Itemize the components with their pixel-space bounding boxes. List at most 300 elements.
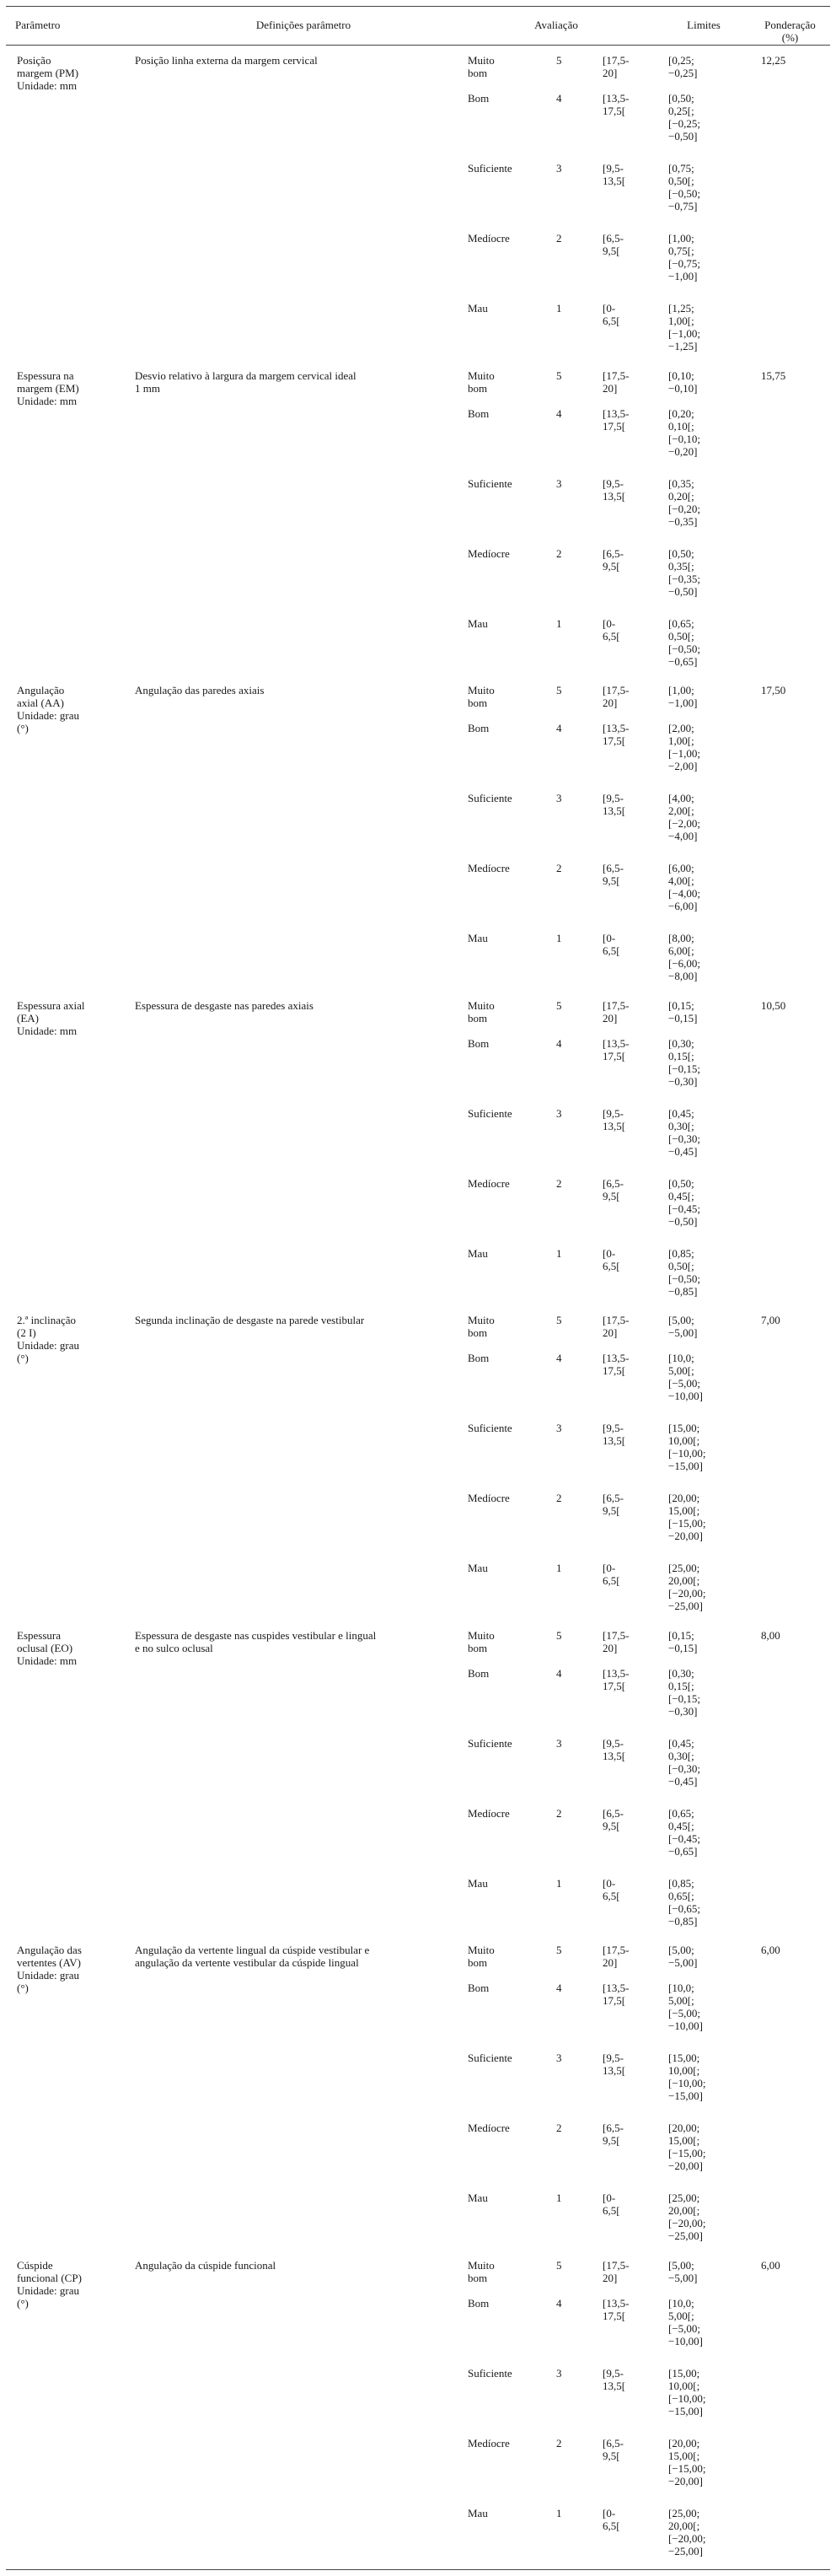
parameter-name-line: Unidade: mm [17, 1654, 78, 1667]
rating-limits [668, 2191, 706, 2242]
rating-score: 5 [556, 999, 562, 1012]
parameter-definition-line: e no sulco oclusal [135, 1642, 213, 1654]
rating-limits-line: −20,00] [668, 2475, 703, 2487]
rating-range-line: [0- [603, 2191, 616, 2204]
parameter-definition [135, 1629, 376, 1654]
rating-limits-line: 0,50[; [668, 1260, 694, 1272]
rating-label-line: bom [468, 382, 488, 395]
rating-label-line: Medíocre [468, 1177, 510, 1190]
parameter-definition-line: Angulação da cúspide funcional [135, 2259, 276, 2272]
rating-range [603, 477, 625, 503]
parameter-definition [135, 999, 314, 1012]
rating-label [468, 2191, 488, 2204]
rating-score: 3 [556, 792, 562, 804]
rating-limits-line: −15,00] [668, 2089, 703, 2102]
rating-score: 1 [556, 1247, 562, 1260]
rating-label-line: Medíocre [468, 2437, 510, 2450]
rating-limits-line: [−20,00; [668, 2217, 706, 2229]
rating-limits-line: [5,00; [668, 1944, 694, 1956]
rating-range-line: [17,5- [603, 999, 630, 1012]
rating-limits [668, 54, 697, 79]
rating-limits-line: −0,65] [668, 655, 698, 668]
rating-range [603, 2122, 624, 2147]
rating-range-line: [17,5- [603, 2259, 630, 2272]
rating-label-line: Mau [468, 617, 488, 630]
parameter-name-line: Angulação das [17, 1944, 82, 1956]
rating-range [603, 999, 629, 1024]
rating-limits-line: −0,50] [668, 130, 698, 143]
rating-label [468, 1562, 488, 1574]
rating-limits-line: [0,50; [668, 1177, 694, 1190]
rating-label-line: Medíocre [468, 2122, 510, 2134]
rating-limits-line: −25,00] [668, 2545, 703, 2557]
rating-range [603, 862, 624, 887]
rating-label-line: Suficiente [468, 1107, 512, 1120]
rating-range-line: 6,5[ [603, 2520, 620, 2532]
rating-label-line: Suficiente [468, 792, 512, 804]
rating-limits-line: [5,00; [668, 1314, 694, 1326]
rating-limits [668, 407, 700, 458]
rating-limits [668, 684, 697, 709]
rating-label-line: Bom [468, 2297, 490, 2310]
rating-label [468, 232, 510, 245]
rating-limits-line: [−15,00; [668, 2147, 706, 2159]
rating-range-line: [9,5- [603, 2367, 624, 2380]
rating-limits-line: [−0,30; [668, 1762, 701, 1775]
rating-limits [668, 1562, 706, 1612]
parameter-name-line: 2.ª inclinação [17, 1314, 77, 1326]
rating-range-line: [17,5- [603, 54, 630, 67]
rating-range [603, 407, 629, 433]
rating-limits-line: [−20,00; [668, 2532, 706, 2545]
rating-range [603, 722, 629, 747]
rating-limits-line: [−0,15; [668, 1692, 701, 1705]
rating-limits-line: 0,50[; [668, 175, 694, 187]
rating-label [468, 302, 488, 315]
rating-label [468, 369, 495, 395]
rating-label [468, 1492, 510, 1504]
rating-range-line: [13,5- [603, 407, 630, 420]
parameter-weight: 10,50 [761, 999, 786, 1012]
rating-limits-line: [−0,25; [668, 117, 701, 130]
rating-label-line: Muito [468, 1629, 495, 1642]
rating-limits-line: −0,75] [668, 200, 698, 212]
rating-limits-line: 20,00[; [668, 1574, 700, 1587]
rating-label-line: Bom [468, 1982, 490, 1994]
rating-label-line: Bom [468, 1667, 490, 1680]
rating-label [468, 1177, 510, 1190]
rating-range-line: [9,5- [603, 1107, 624, 1120]
rating-range-line: 6,5[ [603, 1890, 620, 1902]
rating-label-line: Muito [468, 2259, 495, 2272]
rating-score: 1 [556, 302, 562, 315]
rating-limits-line: −15,00] [668, 2405, 703, 2417]
parameter-definition-line: 1 mm [135, 382, 160, 395]
rating-range-line: 20] [603, 67, 618, 79]
rating-limits-line: −25,00] [668, 2229, 703, 2242]
rating-range [603, 684, 629, 709]
rating-score: 3 [556, 2367, 562, 2380]
parameter-name-line: Posição [17, 54, 51, 67]
rating-limits [668, 2507, 706, 2557]
rating-limits-line: [−6,00; [668, 957, 701, 970]
rating-limits [668, 369, 697, 395]
rating-label-line: bom [468, 1012, 488, 1024]
rating-range-line: [13,5- [603, 1037, 630, 1050]
parameter-name-line: (°) [17, 722, 29, 734]
header-limites: Limites [687, 19, 721, 31]
rating-range-line: [13,5- [603, 92, 630, 105]
rating-score: 3 [556, 1422, 562, 1434]
rating-range-line: [6,5- [603, 862, 624, 874]
rating-score: 2 [556, 1807, 562, 1820]
rating-label-line: Medíocre [468, 547, 510, 560]
rating-limits-line: 20,00[; [668, 2204, 700, 2217]
rating-limits-line: [−1,00; [668, 747, 701, 760]
parameter-name-line: Angulação [17, 684, 65, 696]
rating-limits-line: 20,00[; [668, 2520, 700, 2532]
rating-label [468, 1877, 488, 1890]
rating-score: 1 [556, 1877, 562, 1890]
rating-range-line: 17,5[ [603, 1994, 626, 2007]
rating-range [603, 232, 624, 257]
parameter-definition-line: Angulação das paredes axiais [135, 684, 265, 696]
rating-range-line: 20] [603, 382, 618, 395]
rating-label [468, 862, 510, 874]
rating-range-line: [17,5- [603, 1314, 630, 1326]
rating-range-line: 6,5[ [603, 944, 620, 957]
rating-range-line: [0- [603, 1247, 616, 1260]
rating-range [603, 2052, 625, 2077]
rating-limits-line: [−0,20; [668, 503, 701, 515]
rating-range [603, 92, 629, 117]
rating-label-line: Mau [468, 1877, 488, 1890]
rating-label-line: Muito [468, 684, 495, 696]
rating-score: 4 [556, 2297, 562, 2310]
rating-limits [668, 1629, 697, 1654]
rating-label [468, 1982, 489, 1994]
parameter-weight: 15,75 [761, 369, 786, 382]
rating-limits-line: [−10,00; [668, 2077, 706, 2089]
rating-range [603, 1667, 629, 1692]
rating-limits-line: −0,25] [668, 67, 698, 79]
rating-limits-line: 10,00[; [668, 2064, 700, 2077]
rating-label-line: Mau [468, 2507, 488, 2520]
rating-limits-line: 0,15[; [668, 1680, 694, 1692]
rating-limits-line: −0,45] [668, 1145, 698, 1158]
rating-limits-line: [10,0; [668, 2297, 694, 2310]
parameter-name-line: margem (EM) [17, 382, 79, 395]
rating-limits-line: −0,50] [668, 1215, 698, 1228]
rating-score: 1 [556, 2507, 562, 2520]
rating-range-line: [0- [603, 1877, 616, 1890]
rating-label [468, 1352, 489, 1364]
rating-range [603, 2191, 620, 2217]
header-ponderacao-line2: (%) [781, 31, 799, 44]
rating-label [468, 92, 489, 105]
rating-range-line: [17,5- [603, 684, 630, 696]
rating-limits-line: [0,85; [668, 1877, 694, 1890]
rating-limits-line: [−0,50; [668, 187, 701, 200]
rating-score: 4 [556, 407, 562, 420]
rating-limits-line: −0,35] [668, 515, 698, 528]
rating-limits-line: [0,85; [668, 1247, 694, 1260]
parameter-weight: 7,00 [761, 1314, 780, 1326]
rating-range-line: [6,5- [603, 1492, 624, 1504]
rating-range-line: [6,5- [603, 547, 624, 560]
rating-limits-line: 0,15[; [668, 1050, 694, 1062]
rating-limits-line: −0,10] [668, 382, 698, 395]
rating-limits-line: [−0,30; [668, 1132, 701, 1145]
rating-limits-line: [0,30; [668, 1667, 694, 1680]
rating-label [468, 1037, 489, 1050]
parameter-definition [135, 1944, 369, 1969]
rating-range [603, 369, 629, 395]
rating-limits [668, 1807, 700, 1858]
parameter-name-line: (2 I) [17, 1326, 36, 1339]
rating-limits-line: 10,00[; [668, 1434, 700, 1447]
rating-limits [668, 2297, 703, 2347]
rating-label-line: bom [468, 2272, 488, 2284]
rating-limits-line: [0,25; [668, 54, 694, 67]
parameter-name-line: funcional (CP) [17, 2272, 82, 2284]
rating-limits-line: 4,00[; [668, 874, 694, 887]
parameter-weight: 8,00 [761, 1629, 780, 1642]
rating-limits [668, 1492, 706, 1542]
rating-range-line: 13,5[ [603, 1434, 626, 1447]
rating-range-line: 17,5[ [603, 1680, 626, 1692]
rating-range-line: 20] [603, 1956, 618, 1969]
rating-range-line: [9,5- [603, 792, 624, 804]
rating-limits-line: −10,00] [668, 1390, 703, 1402]
rating-label [468, 2052, 512, 2064]
parameter-name-line: Unidade: grau [17, 1969, 80, 1982]
rating-limits-line: 0,75[; [668, 245, 694, 257]
rating-label-line: Muito [468, 1314, 495, 1326]
rating-limits-line: [−0,10; [668, 433, 701, 445]
rating-limits [668, 1422, 706, 1472]
rating-limits-line: 5,00[; [668, 2310, 694, 2322]
rating-score: 3 [556, 1737, 562, 1750]
rating-limits [668, 1667, 700, 1718]
rating-label [468, 547, 510, 560]
rating-limits-line: [−0,50; [668, 1272, 701, 1285]
rating-range-line: [9,5- [603, 1737, 624, 1750]
parameter-definition-line: angulação da vertente vestibular da cúspide lingual [135, 1956, 359, 1969]
rating-limits-line: 6,00[; [668, 944, 694, 957]
rating-limits-line: [−15,00; [668, 2462, 706, 2475]
parameter-definition-line: Posição linha externa da margem cervical [135, 54, 318, 67]
rating-limits-line: [0,15; [668, 999, 694, 1012]
rating-label-line: Muito [468, 999, 495, 1012]
rating-label-line: bom [468, 67, 488, 79]
parameter-weight: 6,00 [761, 1944, 780, 1956]
rating-limits-line: 0,65[; [668, 1890, 694, 1902]
rating-score: 5 [556, 369, 562, 382]
parameter-name-line: vertentes (AV) [17, 1956, 81, 1969]
rating-limits-line: [15,00; [668, 2052, 700, 2064]
rating-range-line: 13,5[ [603, 1750, 626, 1762]
rating-limits [668, 302, 700, 352]
rating-range [603, 1562, 620, 1587]
rating-range-line: [6,5- [603, 1807, 624, 1820]
rating-label [468, 792, 512, 804]
rating-limits-line: [−2,00; [668, 817, 701, 830]
rating-limits-line: [2,00; [668, 722, 694, 734]
rating-label [468, 477, 512, 490]
rating-range-line: [0- [603, 932, 616, 944]
rating-label-line: Medíocre [468, 862, 510, 874]
rating-limits-line: −5,00] [668, 1326, 698, 1339]
table-top-rule [6, 6, 830, 7]
rating-limits-line: [0,65; [668, 1807, 694, 1820]
rating-range [603, 932, 620, 957]
parameter-definition [135, 2259, 276, 2272]
rating-score: 2 [556, 2437, 562, 2450]
rating-range-line: [0- [603, 617, 616, 630]
rating-range-line: [9,5- [603, 162, 624, 175]
rating-label [468, 162, 512, 175]
parameter-definition-line: Espessura de desgaste nas cuspides vestibular e lingual [135, 1629, 377, 1642]
parameter-definition-line: Espessura de desgaste nas paredes axiais [135, 999, 314, 1012]
rating-range-line: 9,5[ [603, 2134, 620, 2147]
rating-range [603, 547, 624, 573]
rating-range-line: 13,5[ [603, 2380, 626, 2392]
rating-limits-line: [20,00; [668, 2122, 700, 2134]
rating-limits [668, 162, 700, 212]
rating-range [603, 2507, 620, 2532]
parameter-weight: 12,25 [761, 54, 786, 67]
rating-limits [668, 862, 700, 912]
rating-range-line: [13,5- [603, 1667, 630, 1680]
rating-range-line: 17,5[ [603, 734, 626, 747]
rating-label [468, 932, 488, 944]
parameter-definition-line: Segunda inclinação de desgaste na parede vestibular [135, 1314, 365, 1326]
rating-score: 5 [556, 1629, 562, 1642]
rating-limits-line: −0,15] [668, 1642, 698, 1654]
parameter-name [17, 1629, 77, 1667]
rating-range [603, 1492, 624, 1517]
rating-limits [668, 617, 700, 668]
rating-label-line: Suficiente [468, 477, 512, 490]
rating-limits [668, 547, 700, 598]
rating-range [603, 2437, 624, 2462]
rating-limits-line: 0,45[; [668, 1190, 694, 1202]
parameter-name-line: axial (AA) [17, 696, 64, 709]
rating-range-line: 6,5[ [603, 315, 620, 327]
rating-limits-line: [1,00; [668, 684, 694, 696]
rating-range-line: [13,5- [603, 722, 630, 734]
rating-limits-line: −20,00] [668, 1530, 703, 1542]
rating-label [468, 1667, 489, 1680]
rating-range-line: [6,5- [603, 1177, 624, 1190]
rating-label-line: Bom [468, 407, 490, 420]
rating-limits-line: [0,50; [668, 92, 694, 105]
parameter-definition [135, 369, 356, 395]
rating-score: 2 [556, 232, 562, 245]
rating-range [603, 2367, 625, 2392]
rating-range-line: 20] [603, 1012, 618, 1024]
rating-limits [668, 2052, 706, 2102]
rating-range-line: [9,5- [603, 477, 624, 490]
rating-label-line: Suficiente [468, 2052, 512, 2064]
rating-limits-line: −8,00] [668, 970, 698, 982]
rating-label-line: Muito [468, 54, 495, 67]
rating-limits-line: −25,00] [668, 1600, 703, 1612]
rating-limits-line: [−20,00; [668, 1587, 706, 1600]
rating-range-line: [6,5- [603, 2122, 624, 2134]
rating-range [603, 1422, 625, 1447]
rating-limits-line: [−0,35; [668, 573, 701, 585]
parameter-weight: 17,50 [761, 684, 786, 696]
parameter-name-line: Espessura [17, 1629, 61, 1642]
parameter-name-line: (°) [17, 1352, 29, 1364]
rating-range [603, 2259, 629, 2284]
rating-limits-line: [6,00; [668, 862, 694, 874]
parameter-weight: 6,00 [761, 2259, 780, 2272]
rating-limits-line: [1,00; [668, 232, 694, 245]
rating-limits-line: −1,00] [668, 270, 698, 282]
rating-limits-line: [0,75; [668, 162, 694, 175]
rating-limits [668, 232, 700, 282]
parameter-name-line: Unidade: grau [17, 2284, 80, 2297]
rating-range-line: 17,5[ [603, 2310, 626, 2322]
parameter-definition [135, 54, 318, 67]
rating-range-line: 17,5[ [603, 1050, 626, 1062]
rating-label-line: bom [468, 1642, 488, 1654]
rating-limits [668, 932, 700, 982]
rating-limits-line: 15,00[; [668, 2134, 700, 2147]
rating-label [468, 1107, 512, 1120]
parameter-name-line: (°) [17, 1982, 29, 1994]
rating-limits-line: [25,00; [668, 2507, 700, 2520]
rating-limits-line: −5,00] [668, 2272, 698, 2284]
rating-limits [668, 1247, 700, 1298]
header-ponderacao [750, 19, 830, 44]
rating-limits-line: [10,0; [668, 1982, 694, 1994]
rating-label [468, 2259, 495, 2284]
rating-limits-line: [−0,45; [668, 1202, 701, 1215]
rating-label-line: Mau [468, 302, 488, 315]
rating-limits [668, 792, 700, 842]
rating-score: 5 [556, 1314, 562, 1326]
rating-score: 4 [556, 1982, 562, 1994]
rating-label-line: Mau [468, 1247, 488, 1260]
rating-label-line: Suficiente [468, 162, 512, 175]
rating-range-line: [17,5- [603, 369, 630, 382]
parameter-name-line: (°) [17, 2297, 29, 2310]
parameter-name [17, 684, 79, 734]
parameter-name-line: Espessura na [17, 369, 74, 382]
rating-limits-line: [4,00; [668, 792, 694, 804]
rating-range-line: 13,5[ [603, 175, 626, 187]
rating-score: 2 [556, 862, 562, 874]
rating-limits [668, 999, 697, 1024]
rating-label-line: Bom [468, 722, 490, 734]
rating-range-line: 13,5[ [603, 804, 626, 817]
rating-range-line: 13,5[ [603, 490, 626, 503]
rating-limits-line: [0,20; [668, 407, 694, 420]
rating-limits-line: [0,30; [668, 1037, 694, 1050]
rating-limits-line: [−0,45; [668, 1832, 701, 1845]
rating-range [603, 1177, 624, 1202]
rating-score: 4 [556, 1667, 562, 1680]
rating-range [603, 1737, 625, 1762]
rating-limits-line: −0,20] [668, 445, 698, 458]
rating-range [603, 162, 625, 187]
rating-label [468, 999, 495, 1024]
parameter-name [17, 1314, 79, 1364]
